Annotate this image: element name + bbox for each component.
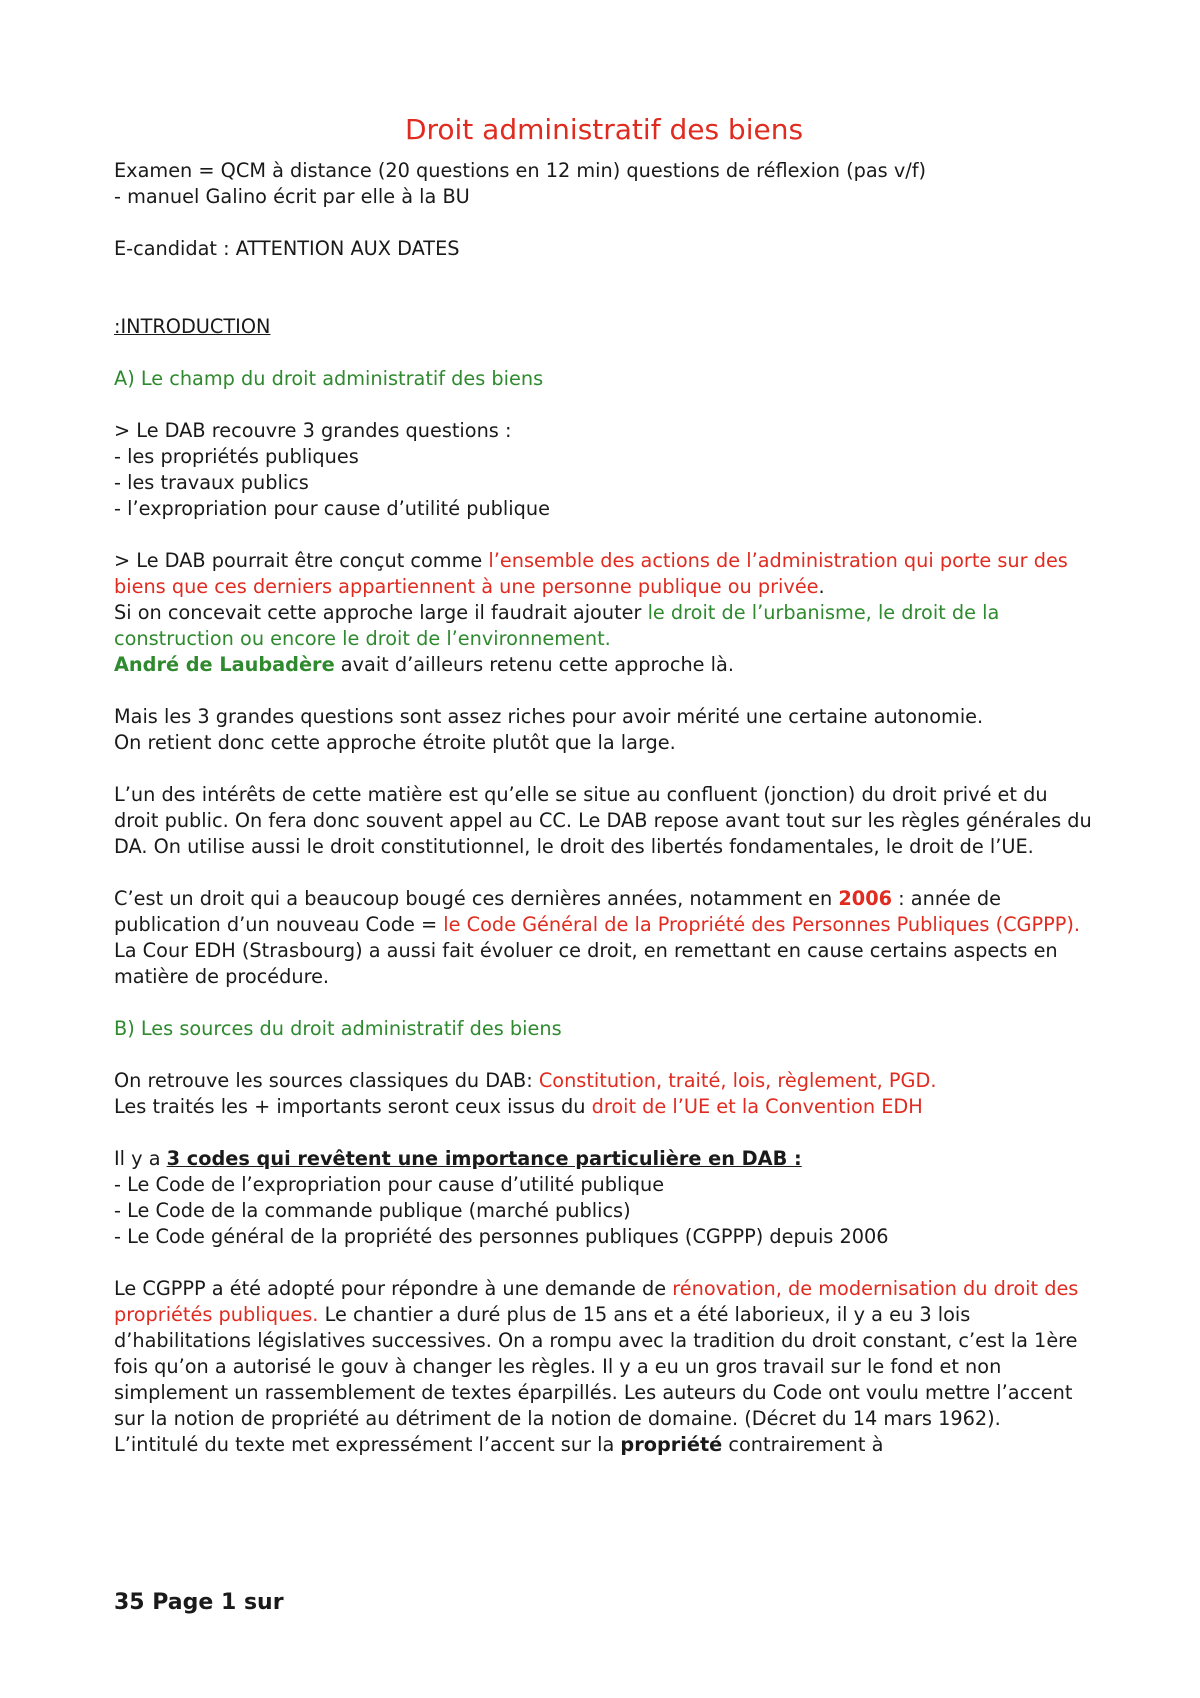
exam-line-1: Examen = QCM à distance (20 questions en 12 min) questions de réflexion (pas v/f): [114, 159, 927, 182]
codes-heading: 3 codes qui revêtent une importance particulière en DAB :: [166, 1147, 802, 1170]
list-item: - Le Code de l’expropriation pour cause d’utilité publique: [114, 1173, 665, 1196]
text-run: Le CGPPP a été adopté pour répondre à une demande de: [114, 1277, 673, 1300]
text-line: On retient donc cette approche étroite plutôt que la large.: [114, 731, 676, 754]
text-run: La Cour EDH (Strasbourg) a aussi fait évoluer ce droit, en remettant en cause certains aspects en matière de procédure.: [114, 939, 1058, 988]
text-run: : année de publication d’un nouveau Code =: [114, 887, 1002, 936]
author-name: André de Laubadère: [114, 653, 335, 676]
document-body: [114, 112, 1094, 1458]
text-run: Si on concevait cette approche large il faudrait ajouter: [114, 601, 648, 624]
text-line: [114, 600, 1094, 652]
text-line: [114, 1094, 1094, 1120]
text-run: On retrouve les sources classiques du DAB:: [114, 1069, 539, 1092]
evolution-paragraph: [114, 886, 1094, 990]
text-run: Il y a: [114, 1147, 167, 1170]
autonomy-paragraph: [114, 704, 1094, 756]
section-a-heading: A) Le champ du droit administratif des biens: [114, 367, 544, 390]
exam-paragraph: [114, 158, 1094, 210]
intro-heading: :INTRODUCTION: [114, 315, 271, 338]
text-run: Les traités les + importants seront ceux issus du: [114, 1095, 592, 1118]
list-intro: > Le DAB recouvre 3 grandes questions :: [114, 419, 512, 442]
text-run: L’intitulé du texte met expressément l’accent sur la: [114, 1433, 621, 1456]
text-line: [114, 1146, 1094, 1172]
text-run: avait d’ailleurs retenu cette approche là.: [334, 653, 734, 676]
text-line: [114, 1068, 1094, 1094]
bold-term: propriété: [620, 1433, 723, 1456]
highlight-red: droit de l’UE et la Convention EDH: [591, 1095, 923, 1118]
list-item: - les travaux publics: [114, 471, 309, 494]
list-item: - Le Code général de la propriété des personnes publiques (CGPPP) depuis 2006: [114, 1225, 889, 1248]
ecandidat-note: E-candidat : ATTENTION AUX DATES: [114, 237, 460, 260]
highlight-red: Constitution, traité, lois, règlement, PGD.: [538, 1069, 937, 1092]
highlight-green: le droit de l’urbanisme, le droit de la construction ou encore le droit de l’environnement.: [114, 601, 1000, 650]
list-item: - l’expropriation pour cause d’utilité publique: [114, 497, 550, 520]
dab-questions-list: [114, 418, 1094, 522]
dab-definition-paragraph: [114, 548, 1094, 678]
highlight-red: le Code Général de la Propriété des Personnes Publiques (CGPPP).: [443, 913, 1081, 936]
highlight-red: rénovation, de modernisation du droit des propriétés publiques.: [114, 1277, 1079, 1326]
text-line: [114, 652, 1094, 678]
text-run: .: [818, 575, 825, 598]
list-item: - Le Code de la commande publique (marché publics): [114, 1199, 631, 1222]
highlight-red: l’ensemble des actions de l’administration qui porte sur des biens que ces derniers appartiennent à une personne publique ou privée: [114, 549, 1068, 598]
section-b-heading: B) Les sources du droit administratif des biens: [114, 1017, 562, 1040]
text-run: > Le DAB pourrait être conçut comme: [114, 549, 489, 572]
cgppp-paragraph: [114, 1276, 1094, 1458]
page-footer: 35 Page 1 sur: [114, 1590, 284, 1615]
codes-list: [114, 1146, 1094, 1250]
document-title: Droit administratif des biens: [404, 113, 804, 146]
text-run: Le chantier a duré plus de 15 ans et a été laborieux, il y a eu 3 lois d’habilitations législatives successives. On a rompu avec la tradition du droit constant, c’est la 1ère fois qu’on a autorisé le gouv à changer les règles. Il y a eu un gros travail sur le fond et non simplement un rassemblement de textes éparpillés. Les auteurs du Code ont voulu mettre l’accent sur la notion de propriété au détriment de la notion de domaine. (Décret du 14 mars 1962).: [114, 1303, 1078, 1430]
exam-line-2: - manuel Galino écrit par elle à la BU: [114, 185, 470, 208]
text-line: Mais les 3 grandes questions sont assez riches pour avoir mérité une certaine autonomie.: [114, 705, 984, 728]
interest-paragraph: L’un des intérêts de cette matière est qu’elle se situe au confluent (jonction) du droit privé et du droit public. On fera donc souvent appel au CC. Le DAB repose avant tout sur les règles générales du DA. On utilise aussi le droit constitutionnel, le droit des libertés fondamentales, le droit de l’UE.: [114, 783, 1092, 858]
list-item: - les propriétés publiques: [114, 445, 359, 468]
year-highlight: 2006: [838, 887, 893, 910]
sources-paragraph: [114, 1068, 1094, 1120]
text-run: contrairement à: [722, 1433, 884, 1456]
text-line: [114, 1432, 1094, 1458]
text-run: C’est un droit qui a beaucoup bougé ces dernières années, notamment en: [114, 887, 839, 910]
